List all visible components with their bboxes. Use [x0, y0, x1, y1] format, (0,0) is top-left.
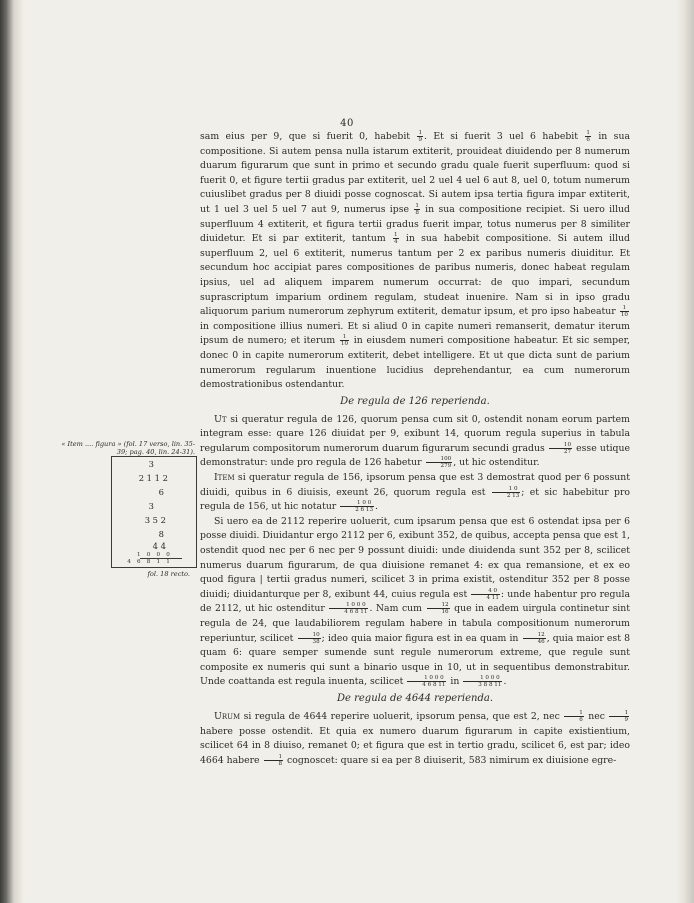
- fraction: $\frac{1 0 0 0}{4 6 8 11}$: [407, 675, 446, 688]
- fraction: $\frac{12}{46}$: [523, 632, 546, 645]
- fraction: $\frac{1}{6}$: [586, 130, 590, 143]
- fraction: $\frac{1}{10}$: [340, 334, 349, 348]
- margin-note: « Item .... figura » (fol. 17 verso, lin. 35-39; pag. 40, lin. 24-31).: [61, 440, 195, 457]
- figure-row: 3: [148, 501, 154, 511]
- fraction: $\frac{1}{10}$: [620, 305, 628, 319]
- fraction: $\frac{10}{27}$: [549, 442, 572, 455]
- fraction: $\frac{1}{8}$: [264, 754, 284, 767]
- fraction: $\frac{1 0}{2 13}$: [492, 486, 520, 499]
- figure-fraction-numerator: 1 0 0 0: [137, 552, 172, 558]
- paragraph-2: Ut si queratur regula de 126, quorum pensa cum sit 0, ostendit nonam eorum partem integram esse: quare 126 diuidat per 9, exibunt 14, quorum regula superius in tabula regularum compositorum numerorum duarum figurarum secundi gradus $\frac{10}{27}$ esse utique demonstratur: unde pro regula de 126 habetur $\frac{100}{279}$ , ut hic ostenditur.: [200, 413, 630, 470]
- figure-row: 6: [158, 487, 164, 497]
- figure-row: 8: [158, 529, 164, 539]
- figure-row: 4 4: [152, 541, 166, 551]
- fraction: $\frac{4 0}{4 11}$: [471, 588, 499, 601]
- fraction: $\frac{12}{16}$: [427, 602, 450, 615]
- paragraph-4: Si uero ea de 2112 reperire uoluerit, cum ipsarum pensa que est 6 ostendat ipsa per 6 posse diuidi. Diuidantur ergo 2112 per 6, exibunt 352, de quibus, accepta pensa que est 1, ostendit quod nec per 6 nec per 9 possunt diuidi: unde diuidenda sunt 352 per 8, scilicet numerus duarum figurarum, de qua diuisione remanet 4: ex qua remansione, et ex eo quod figura | tertii gradus numeri, scilicet 3 in prima existit, ostenditur 352 per 8 posse diuidi; diuidanturque per 8, exibunt 44, cuius regula est $\frac{4 0}{4 11}$ : unde habentur pro regula de 2112, ut hic ostenditur $\frac{1 0 0 0}{4 6 8 11}$ . Nam cum $\frac{12}{16}$ que in eadem uirgula continetur sint regula de 24, que laudabiliorem regulam habere in tabula compositionum numerorum reperiuntur, scilicet $\frac{10}{38}$ ; ideo quia maior figura est in ea quam in $\frac{12}{46}$ , quia maior est 8 quam 6: quare semper sumende sunt regule numerorum extreme, que regule sunt composite ex numeris qui sunt a binario usque in 10, ut in sequentibus demonstrabitur. Unde coattanda est regula inuenta, scilicet $\frac{1 0 0 0}{4 6 8 11}$ in $\frac{1 0 0 0}{3 8 8 11}$ .: [200, 515, 631, 689]
- figure-caption: fol. 18 recto.: [147, 570, 190, 578]
- fraction: $\frac{1}{9}$: [609, 710, 629, 723]
- fraction: $\frac{1}{6}$: [564, 710, 584, 723]
- figure-fraction-denominator: 4 6 8 1 1: [127, 559, 172, 565]
- figure-row: 3: [148, 459, 154, 469]
- paragraph-3: Item si queratur regula de 156, ipsorum pensa que est 3 demostrat quod per 6 possunt diuidi, quibus in 6 diuisis, exeunt 26, quorum regula est $\frac{1 0}{2 13}$ ; et sic habebitur pro regula de 156, ut hic notatur $\frac{1 0 0}{2 6 13}$ .: [200, 472, 630, 514]
- figure-row: 3 5 2: [144, 515, 166, 525]
- fraction: $\frac{10}{38}$: [298, 632, 321, 645]
- section-heading-4644: De regula de 4644 reperienda.: [336, 692, 493, 704]
- section-heading-126: De regula de 126 reperienda.: [340, 395, 490, 407]
- main-text: [200, 130, 630, 768]
- page-binding-edge: [0, 0, 24, 903]
- paragraph-5: Urum si regula de 4644 reperire uoluerit, ipsorum pensa, que est 2, nec $\frac{1}{6}$ nec $\frac{1}{9}$ habere posse ostendit. Et quia ex numero duarum figurarum in capite existientium, scilicet 64 in 8 diuiso, remanet 0; et figura que est in tertio gradu, scilicet 6, est par; ideo 4664 habere $\frac{1}{8}$ cognoscet: quare si ea per 8 diuiserit, 583 nimirum ex diuisione egre-: [200, 709, 630, 767]
- fraction: $\frac{1}{4}$: [394, 232, 398, 246]
- page-number: 40: [340, 118, 354, 129]
- fraction: $\frac{1}{9}$: [418, 130, 422, 143]
- page-right-edge: [676, 0, 694, 903]
- figure-row: 2 1 1 2: [138, 473, 168, 483]
- fraction: $\frac{1 0 0}{2 6 13}$: [340, 500, 374, 513]
- fraction: $\frac{100}{279}$: [426, 456, 453, 469]
- fraction: $\frac{1 0 0 0}{4 6 8 11}$: [329, 602, 368, 615]
- fraction: $\frac{1 0 0 0}{3 8 8 11}$: [463, 675, 502, 688]
- fraction: $\frac{1}{8}$: [415, 202, 419, 216]
- manuscript-figure: [111, 456, 197, 568]
- paragraph-1: sam eius per 9, que si fuerit 0, habebit $\frac{1}{9}$ . Et si fuerit 3 uel 6 habebit $\frac{1}{6}$ in sua compositione. Si autem pensa nulla istarum extiterit, prouideat diuidendo per 8 numerum duarum figurarum que sunt in primo et secundo gradu quale fuerit superfluum: quod si fuerit 0, et figure tertii gradus par extiterit, uel 2 uel 4 uel 6 aut 8, uel 0, totum numerum cuiuslibet gradus per 8 diuidi posse cognoscat. Si autem ipsa tertia figura impar extiterit, ut 1 uel 3 uel 5 uel 7 aut 9, numerus ipse $\frac{1}{8}$ in sua compositione recipiet. Si uero illud superfluum 4 extiterit, et figura tertii gradus fuerit impar, totus numerus per 8 similiter diuidetur. Et si par extiterit, tantum $\frac{1}{4}$ in sua habebit compositione. Si autem illud superfluum 2, uel 6 extiterit, numerus tantum per 2 ex paribus numeris diuiditur. Et secundum hoc accipiat pares compositiones de paribus numeris, donec habeat regulam ipsius, uel ad aliquem imparem numerum occurrat: de quo impari, secundum suprascriptum imparium ordinem regulam, studeat inuenire. Nam si in ipso gradu aliquorum parium numerorum zephyrum extiterit, dematur ipsum, et pro ipso habeatur $\frac{1}{10}$ in compositione illius numeri. Et si aliud 0 in capite numeri remanserit, dematur iterum ipsum de numero; et iterum $\frac{1}{10}$ in eiusdem numeri compositione habeatur. Et sic semper, donec 0 in capite numerorum extiterit, debet intelligere. Et ut que dicta sunt de parium numerorum regularum inuentione lucidius deprehendantur, ea cum numerorum demostrationibus ostendantur.: [200, 130, 631, 391]
